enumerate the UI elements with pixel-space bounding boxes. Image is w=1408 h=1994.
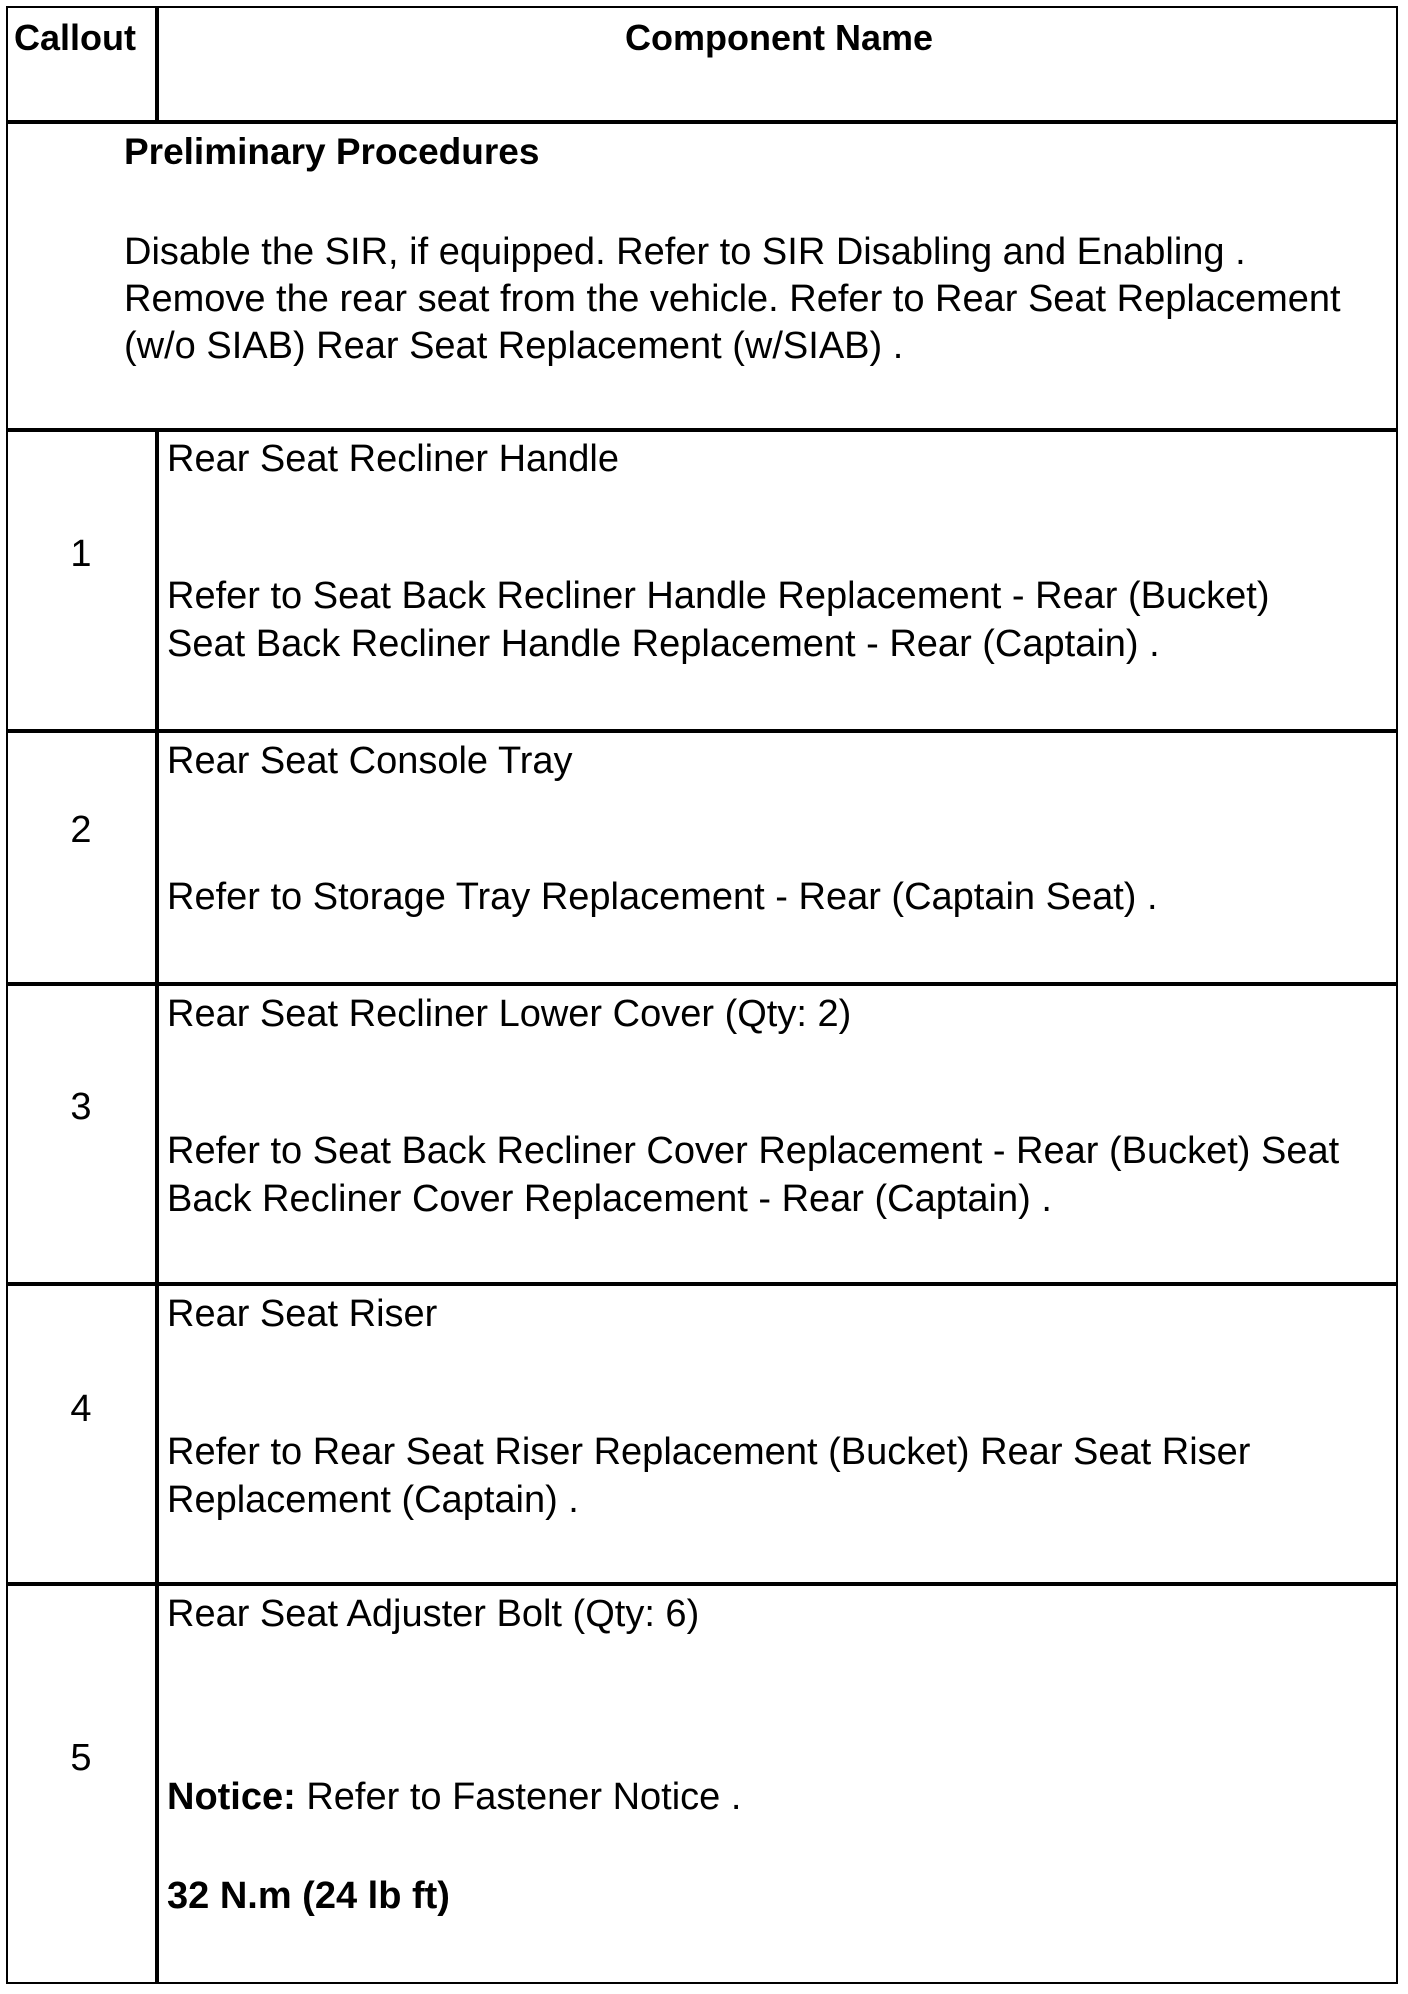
component-name: Rear Seat Riser <box>167 1293 438 1335</box>
component-name: Rear Seat Recliner Lower Cover (Qty: 2) <box>167 993 852 1035</box>
component-name: Rear Seat Adjuster Bolt (Qty: 6) <box>167 1593 700 1635</box>
component-name: Rear Seat Recliner Handle <box>167 438 620 480</box>
component-reference: Refer to Storage Tray Replacement - Rear (Captain Seat) . <box>167 876 1158 918</box>
row-divider <box>6 729 1398 733</box>
component-reference: Refer to Seat Back Recliner Cover Replacement - Rear (Bucket) Seat <box>167 1130 1340 1172</box>
header-component-name: Component Name <box>624 17 934 58</box>
preliminary-line: (w/o SIAB) Rear Seat Replacement (w/SIAB) . <box>124 325 904 367</box>
callout-number: 2 <box>70 809 92 851</box>
callout-number: 1 <box>70 533 92 575</box>
notice-text: Refer to Fastener Notice . <box>295 1776 742 1818</box>
component-reference: Seat Back Recliner Handle Replacement - Rear (Captain) . <box>167 623 1160 665</box>
header-callout: Callout <box>14 17 136 58</box>
component-reference: Replacement (Captain) . <box>167 1479 579 1521</box>
component-reference: Refer to Seat Back Recliner Handle Replacement - Rear (Bucket) <box>167 575 1270 617</box>
header-divider <box>6 120 1398 124</box>
component-reference: Back Recliner Cover Replacement - Rear (Captain) . <box>167 1178 1052 1220</box>
component-name: Rear Seat Console Tray <box>167 740 573 782</box>
row-divider <box>6 1582 1398 1586</box>
callout-number: 3 <box>70 1086 92 1128</box>
preliminary-line: Disable the SIR, if equipped. Refer to SIR Disabling and Enabling . <box>124 231 1246 273</box>
notice-line <box>167 1773 1392 1821</box>
row-divider <box>6 982 1398 986</box>
row-divider <box>6 1282 1398 1286</box>
notice-label: Notice: <box>167 1776 296 1818</box>
component-reference: Refer to Rear Seat Riser Replacement (Bucket) Rear Seat Riser <box>167 1431 1251 1473</box>
preliminary-line: Remove the rear seat from the vehicle. Refer to Rear Seat Replacement <box>124 278 1341 320</box>
callout-number: 5 <box>70 1737 92 1779</box>
row-divider <box>6 428 1398 432</box>
preliminary-title: Preliminary Procedures <box>124 131 540 172</box>
callout-number: 4 <box>70 1388 92 1430</box>
column-divider <box>155 6 159 122</box>
torque-spec: 32 N.m (24 lb ft) <box>167 1875 450 1917</box>
